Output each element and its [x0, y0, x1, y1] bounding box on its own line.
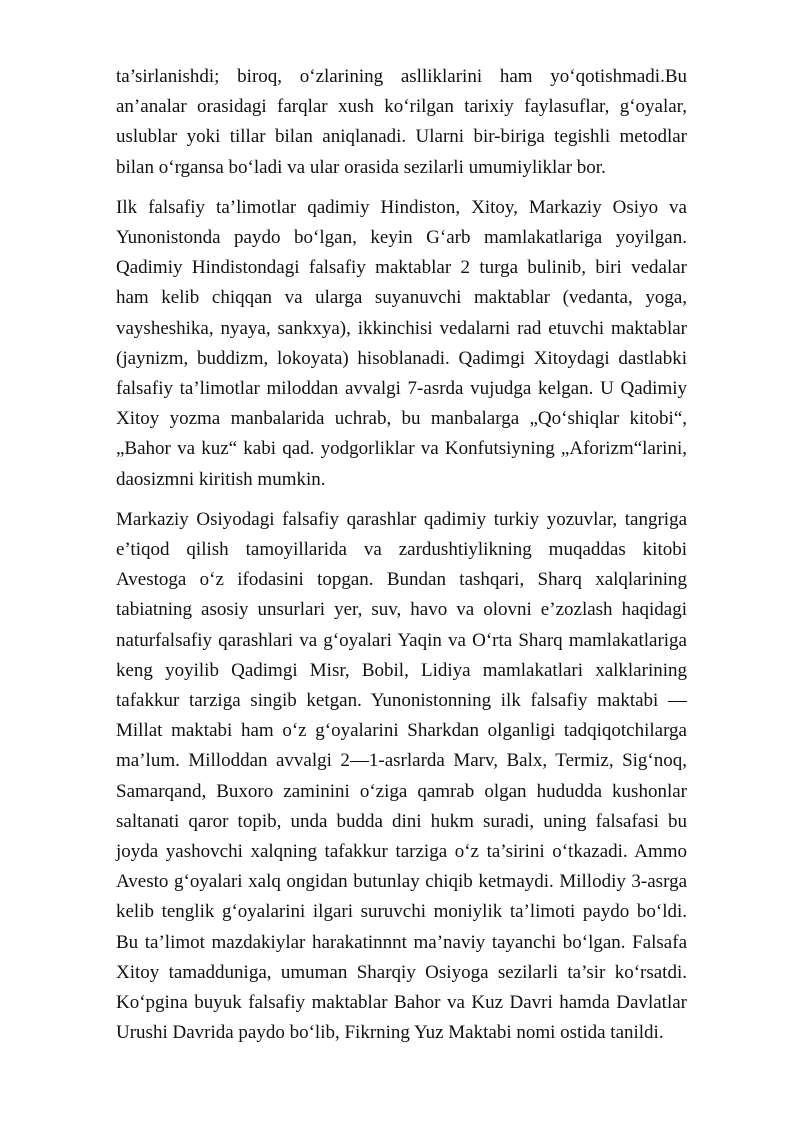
paragraph-3: Markaziy Osiyodagi falsafiy qarashlar qadimiy turkiy yozuvlar, tangriga e’tiqod qilish tamoyillarida va zardushtiylikning muqaddas kitobi Avestoga o‘z ifodasini topgan. Bundan tashqari, Sharq xalqlarining tabiatning asosiy unsurlari yer, suv, havo va olovni e’zozlash haqidagi naturfalsafiy qarashlari va g‘oyalari Yaqin va O‘rta Sharq mamlakatlariga keng yoyilib Qadimgi Misr, Bobil, Lidiya mamlakatlari xalklarining tafakkur tarziga singib ketgan. Yunonistonning ilk falsafiy maktabi — Millat maktabi ham o‘z g‘oyalarini Sharkdan olganligi tadqiqotchilarga ma’lum. Milloddan avvalgi 2—1-asrlarda Marv, Balx, Termiz, Sig‘noq, Samarqand, Buxoro zaminini o‘ziga qamrab olgan hududda kushonlar saltanati qaror topib, unda budda dini hukm suradi, uning falsafasi bu joyda yashovchi xalqning tafakkur tarziga o‘z ta’sirini o‘tkazadi. Ammo Avesto g‘oyalari xalq ongidan butunlay chiqib ketmaydi. Millodiy 3-asrga kelib tenglik g‘oyalarini ilgari suruvchi moniylik ta’limoti paydo bo‘ldi. Bu ta’limot mazdakiylar harakatinnnt ma’naviy tayanchi bo‘lgan. Falsafa Xitoy tamadduniga, umuman Sharqiy Osiyoga sezilarli ta’sir ko‘rsatdi. Ko‘pgina buyuk falsafiy maktablar Bahor va Kuz Davri hamda Davlatlar Urushi Davrida paydo bo‘lib, Fikrning Yuz Maktabi nomi ostida tanildi. [116, 508, 687, 1044]
document-page [116, 62, 687, 1059]
paragraph-1: ta’sirlanishdi; biroq, o‘zlarining aslliklarini ham yo‘qotishmadi.Bu an’analar orasidagi farqlar xush ko‘rilgan tarixiy faylasuflar, g‘oyalar, uslublar yoki tillar bilan aniqlanadi. Ularni bir-biriga tegishli metodlar bilan o‘rgansa bo‘ladi va ular orasida sezilarli umumiyliklar bor. [116, 66, 687, 178]
paragraph-2: Ilk falsafiy ta’limotlar qadimiy Hindiston, Xitoy, Markaziy Osiyo va Yunonistonda paydo bo‘lgan, keyin G‘arb mamlakatlariga yoyilgan. Qadimiy Hindistondagi falsafiy maktablar 2 turga bulinib, biri vedalar ham kelib chiqqan va ularga suyanuvchi maktablar (vedanta, yoga, vaysheshika, nyaya, sankxya), ikkinchisi vedalarni rad etuvchi maktablar (jaynizm, buddizm, lokoyata) hisoblanadi. Qadimgi Xitoydagi dastlabki falsafiy ta’limotlar miloddan avvalgi 7-asrda vujudga kelgan. U Qadimiy Xitoy yozma manbalarida uchrab, bu manbalarga „Qo‘shiqlar kitobi“, „Bahor va kuz“ kabi qad. yodgorliklar va Konfutsiyning „Aforizm“larini, daosizmni kiritish mumkin. [116, 196, 687, 490]
